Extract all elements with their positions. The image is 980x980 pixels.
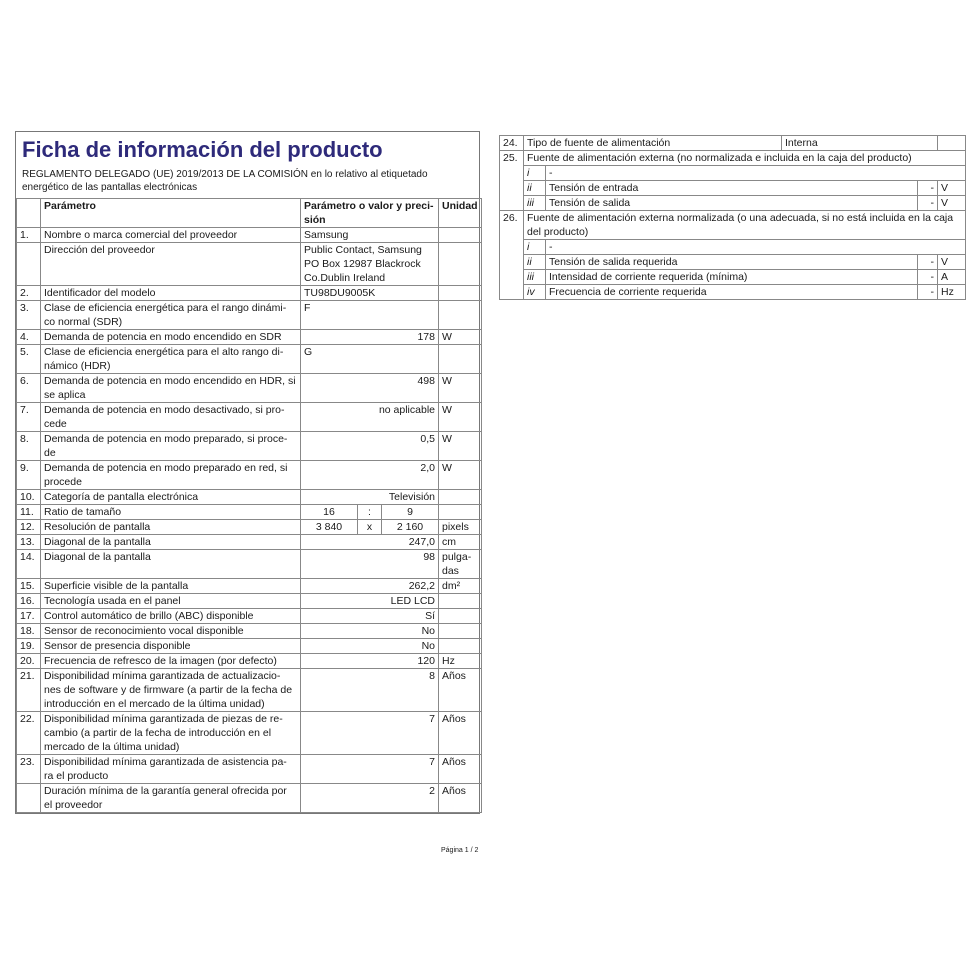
table-row [500, 196, 966, 211]
row-unit [439, 243, 482, 286]
row-label: Demanda de potencia en modo encendido en HDR, si se aplica [41, 374, 301, 403]
row-label: Duración mínima de la garantía general ofrecida por el proveedor [41, 784, 301, 813]
row-number: 19. [17, 639, 41, 654]
sub-index: ii [524, 255, 546, 270]
row-unit: Años [439, 712, 482, 755]
table-row [17, 639, 482, 654]
row-number: 7. [17, 403, 41, 432]
row-label: Tecnología usada en el panel [41, 594, 301, 609]
row-unit: Hz [938, 285, 966, 300]
row-value: Public Contact, Samsung PO Box 12987 Blackrock Co.Dublin Ireland [301, 243, 439, 286]
power-supply-table [499, 135, 966, 300]
row-number: 9. [17, 461, 41, 490]
resolution-width: 3 840 [301, 520, 358, 535]
row-label: Diagonal de la pantalla [41, 550, 301, 579]
row-label: Nombre o marca comercial del proveedor [41, 228, 301, 243]
table-row [17, 490, 482, 505]
row-label: - [546, 240, 966, 255]
row-value: 247,0 [301, 535, 439, 550]
row-unit [439, 228, 482, 243]
table-row [17, 609, 482, 624]
row-number: 16. [17, 594, 41, 609]
row-label: Tensión de entrada [546, 181, 918, 196]
row-label: - [546, 166, 966, 181]
table-row [500, 151, 966, 166]
ratio-separator: : [358, 505, 382, 520]
row-number: 26. [500, 211, 524, 300]
row-label: Disponibilidad mínima garantizada de actualizacio- nes de software y de firmware (a partir de la fecha de introducción en el mercado de la última unidad) [41, 669, 301, 712]
table-row [17, 301, 482, 330]
row-label: Demanda de potencia en modo preparado en red, si procede [41, 461, 301, 490]
row-label: Superficie visible de la pantalla [41, 579, 301, 594]
row-value: 8 [301, 669, 439, 712]
row-label: Clase de eficiencia energética para el rango dinámi- co normal (SDR) [41, 301, 301, 330]
row-label: Tipo de fuente de alimentación [524, 136, 782, 151]
row-label: Dirección del proveedor [41, 243, 301, 286]
table-row [17, 345, 482, 374]
row-number: 6. [17, 374, 41, 403]
row-unit [439, 490, 482, 505]
row-value: 7 [301, 712, 439, 755]
row-unit: W [439, 374, 482, 403]
row-unit: dm² [439, 579, 482, 594]
row-label: Control automático de brillo (ABC) disponible [41, 609, 301, 624]
row-unit: W [439, 432, 482, 461]
row-label: Frecuencia de corriente requerida [546, 285, 918, 300]
row-value: G [301, 345, 439, 374]
row-value: - [918, 255, 938, 270]
row-number: 21. [17, 669, 41, 712]
row-value: - [918, 285, 938, 300]
ratio-height: 9 [382, 505, 439, 520]
row-label: Fuente de alimentación externa normalizada (o una adecuada, si no está incluida en la caja del producto) [524, 211, 966, 240]
left-panel [15, 131, 480, 814]
row-value: no aplicable [301, 403, 439, 432]
sub-index: iii [524, 270, 546, 285]
row-label: Identificador del modelo [41, 286, 301, 301]
row-unit: cm [439, 535, 482, 550]
row-unit [439, 639, 482, 654]
table-row [17, 403, 482, 432]
row-unit: W [439, 461, 482, 490]
row-value: No [301, 624, 439, 639]
row-value: F [301, 301, 439, 330]
row-value: 178 [301, 330, 439, 345]
row-value: No [301, 639, 439, 654]
table-row [17, 654, 482, 669]
parameters-table [16, 198, 482, 813]
row-number: 4. [17, 330, 41, 345]
row-number: 24. [500, 136, 524, 151]
row-label: Intensidad de corriente requerida (mínima) [546, 270, 918, 285]
row-value: - [918, 181, 938, 196]
row-value: Televisión [301, 490, 439, 505]
row-unit: W [439, 403, 482, 432]
table-row [17, 784, 482, 813]
resolution-height: 2 160 [382, 520, 439, 535]
table-row [17, 755, 482, 784]
table-row [17, 624, 482, 639]
ratio-width: 16 [301, 505, 358, 520]
row-label: Demanda de potencia en modo encendido en SDR [41, 330, 301, 345]
table-row [17, 432, 482, 461]
table-row [17, 243, 482, 286]
table-row [17, 228, 482, 243]
page-title: Ficha de información del producto [22, 137, 383, 162]
row-number: 3. [17, 301, 41, 330]
table-row [17, 712, 482, 755]
table-row [500, 285, 966, 300]
row-label: Fuente de alimentación externa (no normalizada e incluida en la caja del producto) [524, 151, 966, 166]
row-label: Demanda de potencia en modo preparado, si proce- de [41, 432, 301, 461]
row-unit [439, 624, 482, 639]
row-number: 25. [500, 151, 524, 211]
row-label: Sensor de presencia disponible [41, 639, 301, 654]
page-number: Página 1 / 2 [441, 847, 479, 854]
right-panel [499, 135, 965, 300]
sub-index: i [524, 240, 546, 255]
row-number: 13. [17, 535, 41, 550]
sub-index: iv [524, 285, 546, 300]
row-value: Interna [782, 136, 938, 151]
row-label: Diagonal de la pantalla [41, 535, 301, 550]
table-row [17, 550, 482, 579]
row-unit: pulga- das [439, 550, 482, 579]
row-number [17, 784, 41, 813]
table-row [17, 535, 482, 550]
row-value: LED LCD [301, 594, 439, 609]
table-row [500, 270, 966, 285]
row-label: Frecuencia de refresco de la imagen (por defecto) [41, 654, 301, 669]
row-label: Demanda de potencia en modo desactivado, si pro- cede [41, 403, 301, 432]
row-label: Tensión de salida [546, 196, 918, 211]
row-unit: Años [439, 669, 482, 712]
row-number: 20. [17, 654, 41, 669]
sub-index: iii [524, 196, 546, 211]
row-unit: V [938, 255, 966, 270]
row-number: 14. [17, 550, 41, 579]
sub-index: i [524, 166, 546, 181]
row-unit [439, 301, 482, 330]
row-label: Tensión de salida requerida [546, 255, 918, 270]
row-number: 15. [17, 579, 41, 594]
row-number: 8. [17, 432, 41, 461]
row-unit [439, 286, 482, 301]
row-value: 2,0 [301, 461, 439, 490]
row-unit: V [938, 196, 966, 211]
table-row [500, 181, 966, 196]
row-number: 22. [17, 712, 41, 755]
row-value: Sí [301, 609, 439, 624]
table-row [17, 669, 482, 712]
row-number: 5. [17, 345, 41, 374]
row-value: 262,2 [301, 579, 439, 594]
table-row [500, 211, 966, 240]
row-label: Disponibilidad mínima garantizada de piezas de re- cambio (a partir de la fecha de introducción en el mercado de la última unidad) [41, 712, 301, 755]
regulation-subtitle: REGLAMENTO DELEGADO (UE) 2019/2013 DE LA COMISIÓN en lo relativo al etiquetado energético de las pantallas electrónicas [22, 169, 428, 193]
table-row [17, 520, 482, 535]
row-value: TU98DU9005K [301, 286, 439, 301]
row-value: 98 [301, 550, 439, 579]
row-number: 2. [17, 286, 41, 301]
row-value: - [918, 270, 938, 285]
row-number: 11. [17, 505, 41, 520]
resolution-separator: x [358, 520, 382, 535]
row-value: 498 [301, 374, 439, 403]
row-value: 0,5 [301, 432, 439, 461]
row-number: 23. [17, 755, 41, 784]
table-row [17, 286, 482, 301]
row-label: Categoría de pantalla electrónica [41, 490, 301, 505]
row-unit: pixels [439, 520, 482, 535]
row-unit [439, 345, 482, 374]
row-unit: V [938, 181, 966, 196]
table-row [17, 330, 482, 345]
row-unit [439, 505, 482, 520]
table-row [500, 240, 966, 255]
table-row [17, 374, 482, 403]
row-number: 10. [17, 490, 41, 505]
row-value: Samsung [301, 228, 439, 243]
row-number: 18. [17, 624, 41, 639]
table-row [17, 579, 482, 594]
row-unit: Años [439, 755, 482, 784]
table-header [17, 199, 482, 228]
row-label: Resolución de pantalla [41, 520, 301, 535]
table-row [500, 136, 966, 151]
row-value: 120 [301, 654, 439, 669]
row-number: 12. [17, 520, 41, 535]
row-label: Sensor de reconocimiento vocal disponible [41, 624, 301, 639]
row-number: 1. [17, 228, 41, 243]
table-row [17, 461, 482, 490]
table-row [17, 505, 482, 520]
row-unit: Años [439, 784, 482, 813]
row-value: 2 [301, 784, 439, 813]
row-unit: W [439, 330, 482, 345]
row-number: 17. [17, 609, 41, 624]
row-unit [439, 609, 482, 624]
table-row [17, 594, 482, 609]
header-value: Parámetro o valor y preci- sión [301, 199, 439, 228]
row-label: Clase de eficiencia energética para el alto rango di- námico (HDR) [41, 345, 301, 374]
row-unit [439, 594, 482, 609]
row-label: Disponibilidad mínima garantizada de asistencia pa- ra el producto [41, 755, 301, 784]
row-unit: A [938, 270, 966, 285]
row-unit: Hz [439, 654, 482, 669]
header-unit: Unidad [439, 199, 482, 228]
sub-index: ii [524, 181, 546, 196]
row-label: Ratio de tamaño [41, 505, 301, 520]
table-row [500, 255, 966, 270]
row-value: - [918, 196, 938, 211]
table-row [500, 166, 966, 181]
header-parameter: Parámetro [41, 199, 301, 228]
row-number [17, 243, 41, 286]
row-value: 7 [301, 755, 439, 784]
